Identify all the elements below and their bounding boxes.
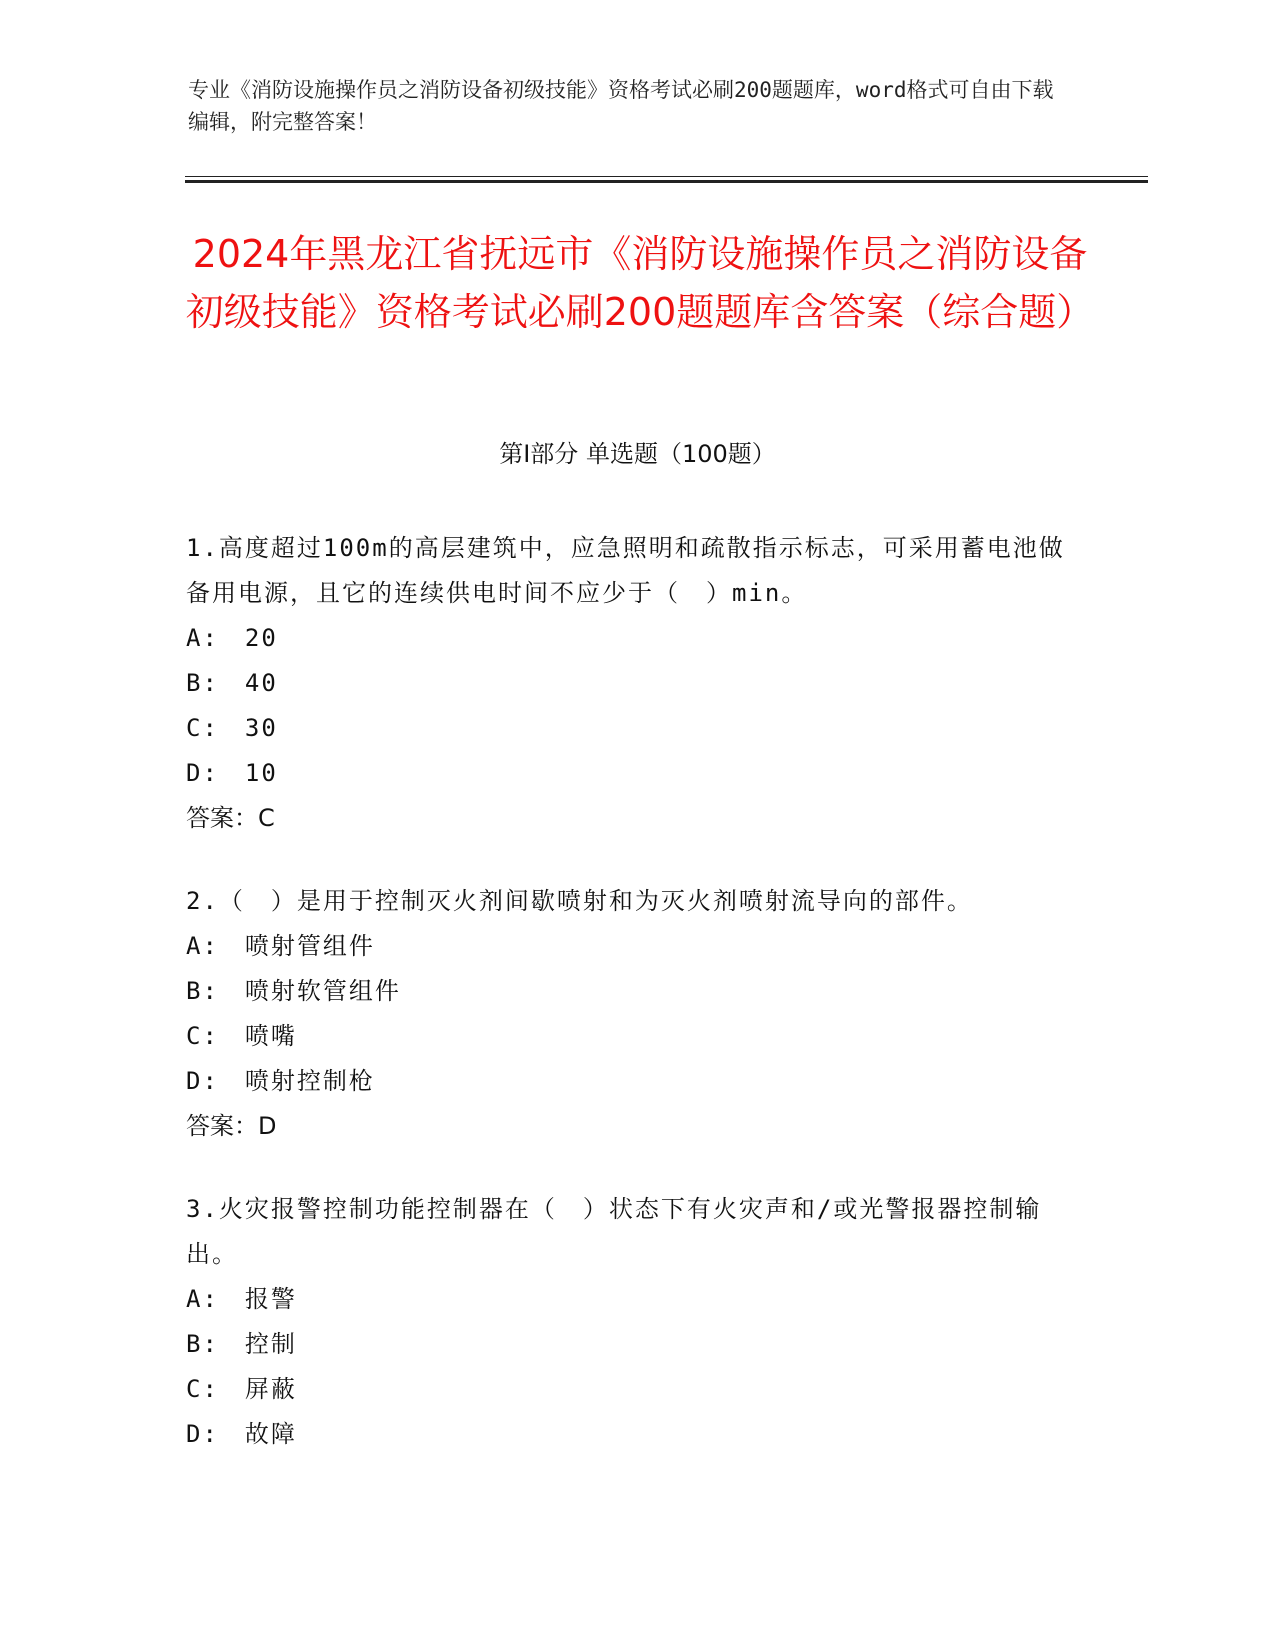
question-stem: 2.（ ）是用于控制灭火剂间歇喷射和为灭火剂喷射流导向的部件。 xyxy=(186,887,973,915)
option-c: C: 屏蔽 xyxy=(186,1375,297,1403)
header-divider-thin xyxy=(185,176,1148,177)
option-a: A: 喷射管组件 xyxy=(186,932,375,960)
question-2 xyxy=(186,879,1066,1149)
question-stem: 3.火灾报警控制功能控制器在（ ）状态下有火灾声和/或光警报器控制输出。 xyxy=(186,1195,1042,1268)
header-divider-thick xyxy=(185,180,1148,183)
question-1 xyxy=(186,526,1066,841)
option-d: D: 10 xyxy=(186,759,278,787)
option-d: D: 喷射控制枪 xyxy=(186,1067,375,1095)
option-b: B: 喷射软管组件 xyxy=(186,977,401,1005)
section-title: 第I部分 单选题（100题） xyxy=(499,440,776,468)
option-b: B: 40 xyxy=(186,669,278,697)
question-list xyxy=(186,526,1066,1495)
option-c: C: 30 xyxy=(186,714,278,742)
option-b: B: 控制 xyxy=(186,1330,297,1358)
option-d: D: 故障 xyxy=(186,1420,297,1448)
option-c: C: 喷嘴 xyxy=(186,1022,297,1050)
answer: 答案：C xyxy=(186,804,275,832)
question-stem: 1.高度超过100m的高层建筑中，应急照明和疏散指示标志，可采用蓄电池做备用电源，且它的连续供电时间不应少于（ ）min。 xyxy=(186,534,1065,607)
option-a: A: 报警 xyxy=(186,1285,297,1313)
question-3 xyxy=(186,1187,1066,1457)
answer: 答案：D xyxy=(186,1112,277,1140)
document-title: 2024年黑龙江省抚远市《消防设施操作员之消防设备初级技能》资格考试必刷200题题库含答案（综合题） xyxy=(185,232,1095,334)
header-note: 专业《消防设施操作员之消防设备初级技能》资格考试必刷200题题库，word格式可自由下载编辑，附完整答案！ xyxy=(188,78,1054,134)
option-a: A: 20 xyxy=(186,624,278,652)
